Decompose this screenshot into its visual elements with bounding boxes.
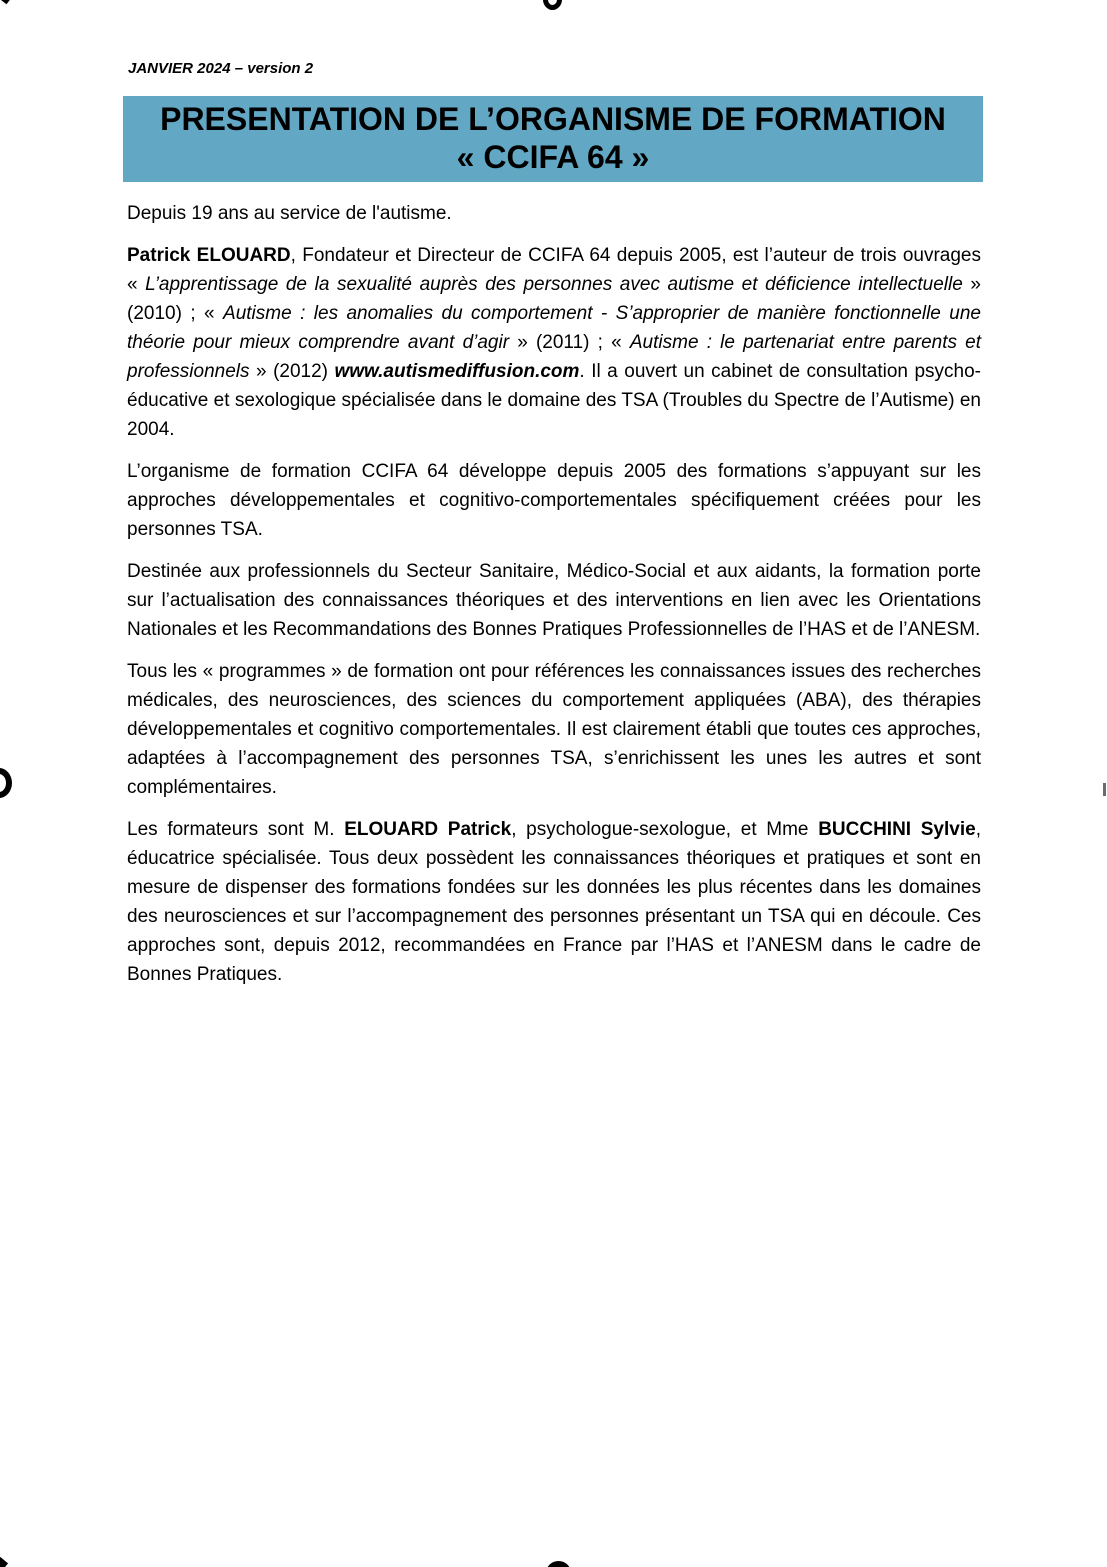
banner-title-line1: PRESENTATION DE L’ORGANISME DE FORMATION — [160, 101, 946, 137]
text-run: » (2011) ; « — [509, 332, 630, 353]
text-run: Destinée aux professionnels du Secteur Sanitaire, Médico-Social et aux aidants, la formation porte sur l’actualisation des connaissances théoriques et des interventions en lien avec les Orientations Nationales et les Recommandations des Bonnes Pratiques Professionnelles de l’HAS et de l’ANESM. — [127, 561, 981, 640]
text-run: , psychologue-sexologue, et Mme — [511, 819, 819, 840]
text-run: L’organisme de formation CCIFA 64 développe depuis 2005 des formations s’appuyant sur les approches développementales et cognitivo-comportementales spécifiquement créées pour les personnes TSA. — [127, 461, 981, 540]
text-run: www.autismediffusion.com — [334, 361, 580, 382]
text-run: L’apprentissage de la sexualité auprès des personnes avec autisme et déficience intellectuelle — [145, 274, 963, 295]
text-run: » (2012) — [249, 361, 335, 382]
text-run: Autisme : les anomalies du comportement - S’approprier de manière fonctionnelle une théorie pour mieux comprendre avant d’agir — [127, 303, 981, 353]
text-run: , éducatrice spécialisée. Tous deux possèdent les connaissances théoriques et pratiques et sont en mesure de dispenser des formations fondées sur les données les plus récentes dans les domaines des neurosciences et sur l’accompagnement des personnes présentant un TSA qui en découle. Ces approches sont, depuis 2012, recommandées en France par l’HAS et l’ANESM dans le cadre de Bonnes Pratiques. — [127, 819, 981, 985]
corner-mark-top-left-artifact — [0, 0, 10, 4]
title-banner — [123, 96, 983, 182]
text-run: ELOUARD Patrick — [344, 819, 512, 840]
paragraph — [127, 657, 981, 802]
dash-right-edge-artifact — [1103, 783, 1106, 796]
text-run: Tous les « programmes » de formation ont pour références les connaissances issues des recherches médicales, des neurosciences, des sciences du comportement appliquées (ABA), des thérapies développementales et cognitivo comportementales. Il est clairement établi que toutes ces approches, adaptées à l’accompagnement des personnes TSA, s’enrichissent les unes les autres et sont complémentaires. — [127, 661, 981, 798]
text-run: , Fondateur et Directeur de CCIFA 64 depuis 2005, est l’auteur de trois ouvrages « — [127, 245, 981, 295]
paragraph — [127, 241, 981, 444]
paragraph — [127, 815, 981, 989]
text-run: Depuis 19 ans au service de l'autisme. — [127, 203, 452, 224]
document-body — [127, 199, 981, 989]
text-run: Autisme : le partenariat entre parents et professionnels — [127, 332, 982, 382]
text-run: . Il a ouvert un cabinet de consultation psycho-éducative et sexologique spécialisée dans le domaine des TSA (Troubles du Spectre de l’Autisme) en 2004. — [127, 361, 981, 440]
cut-glyph-left-edge-artifact — [0, 768, 12, 798]
paragraph — [127, 199, 981, 228]
text-run: BUCCHINI Sylvie — [818, 819, 976, 840]
paragraph — [127, 457, 981, 544]
cut-page-number-bottom-center-artifact — [546, 1561, 571, 1567]
banner-title-line2: « CCIFA 64 » — [456, 139, 650, 175]
paragraph — [127, 557, 981, 644]
text-run: Les formateurs sont M. — [127, 819, 345, 840]
text-run: Patrick ELOUARD — [127, 245, 291, 266]
corner-mark-bottom-left-artifact — [0, 1557, 8, 1567]
cut-glyph-top-center-artifact — [543, 0, 562, 10]
text-run: » (2010) ; « — [127, 274, 981, 324]
version-note: JANVIER 2024 – version 2 — [128, 60, 314, 77]
